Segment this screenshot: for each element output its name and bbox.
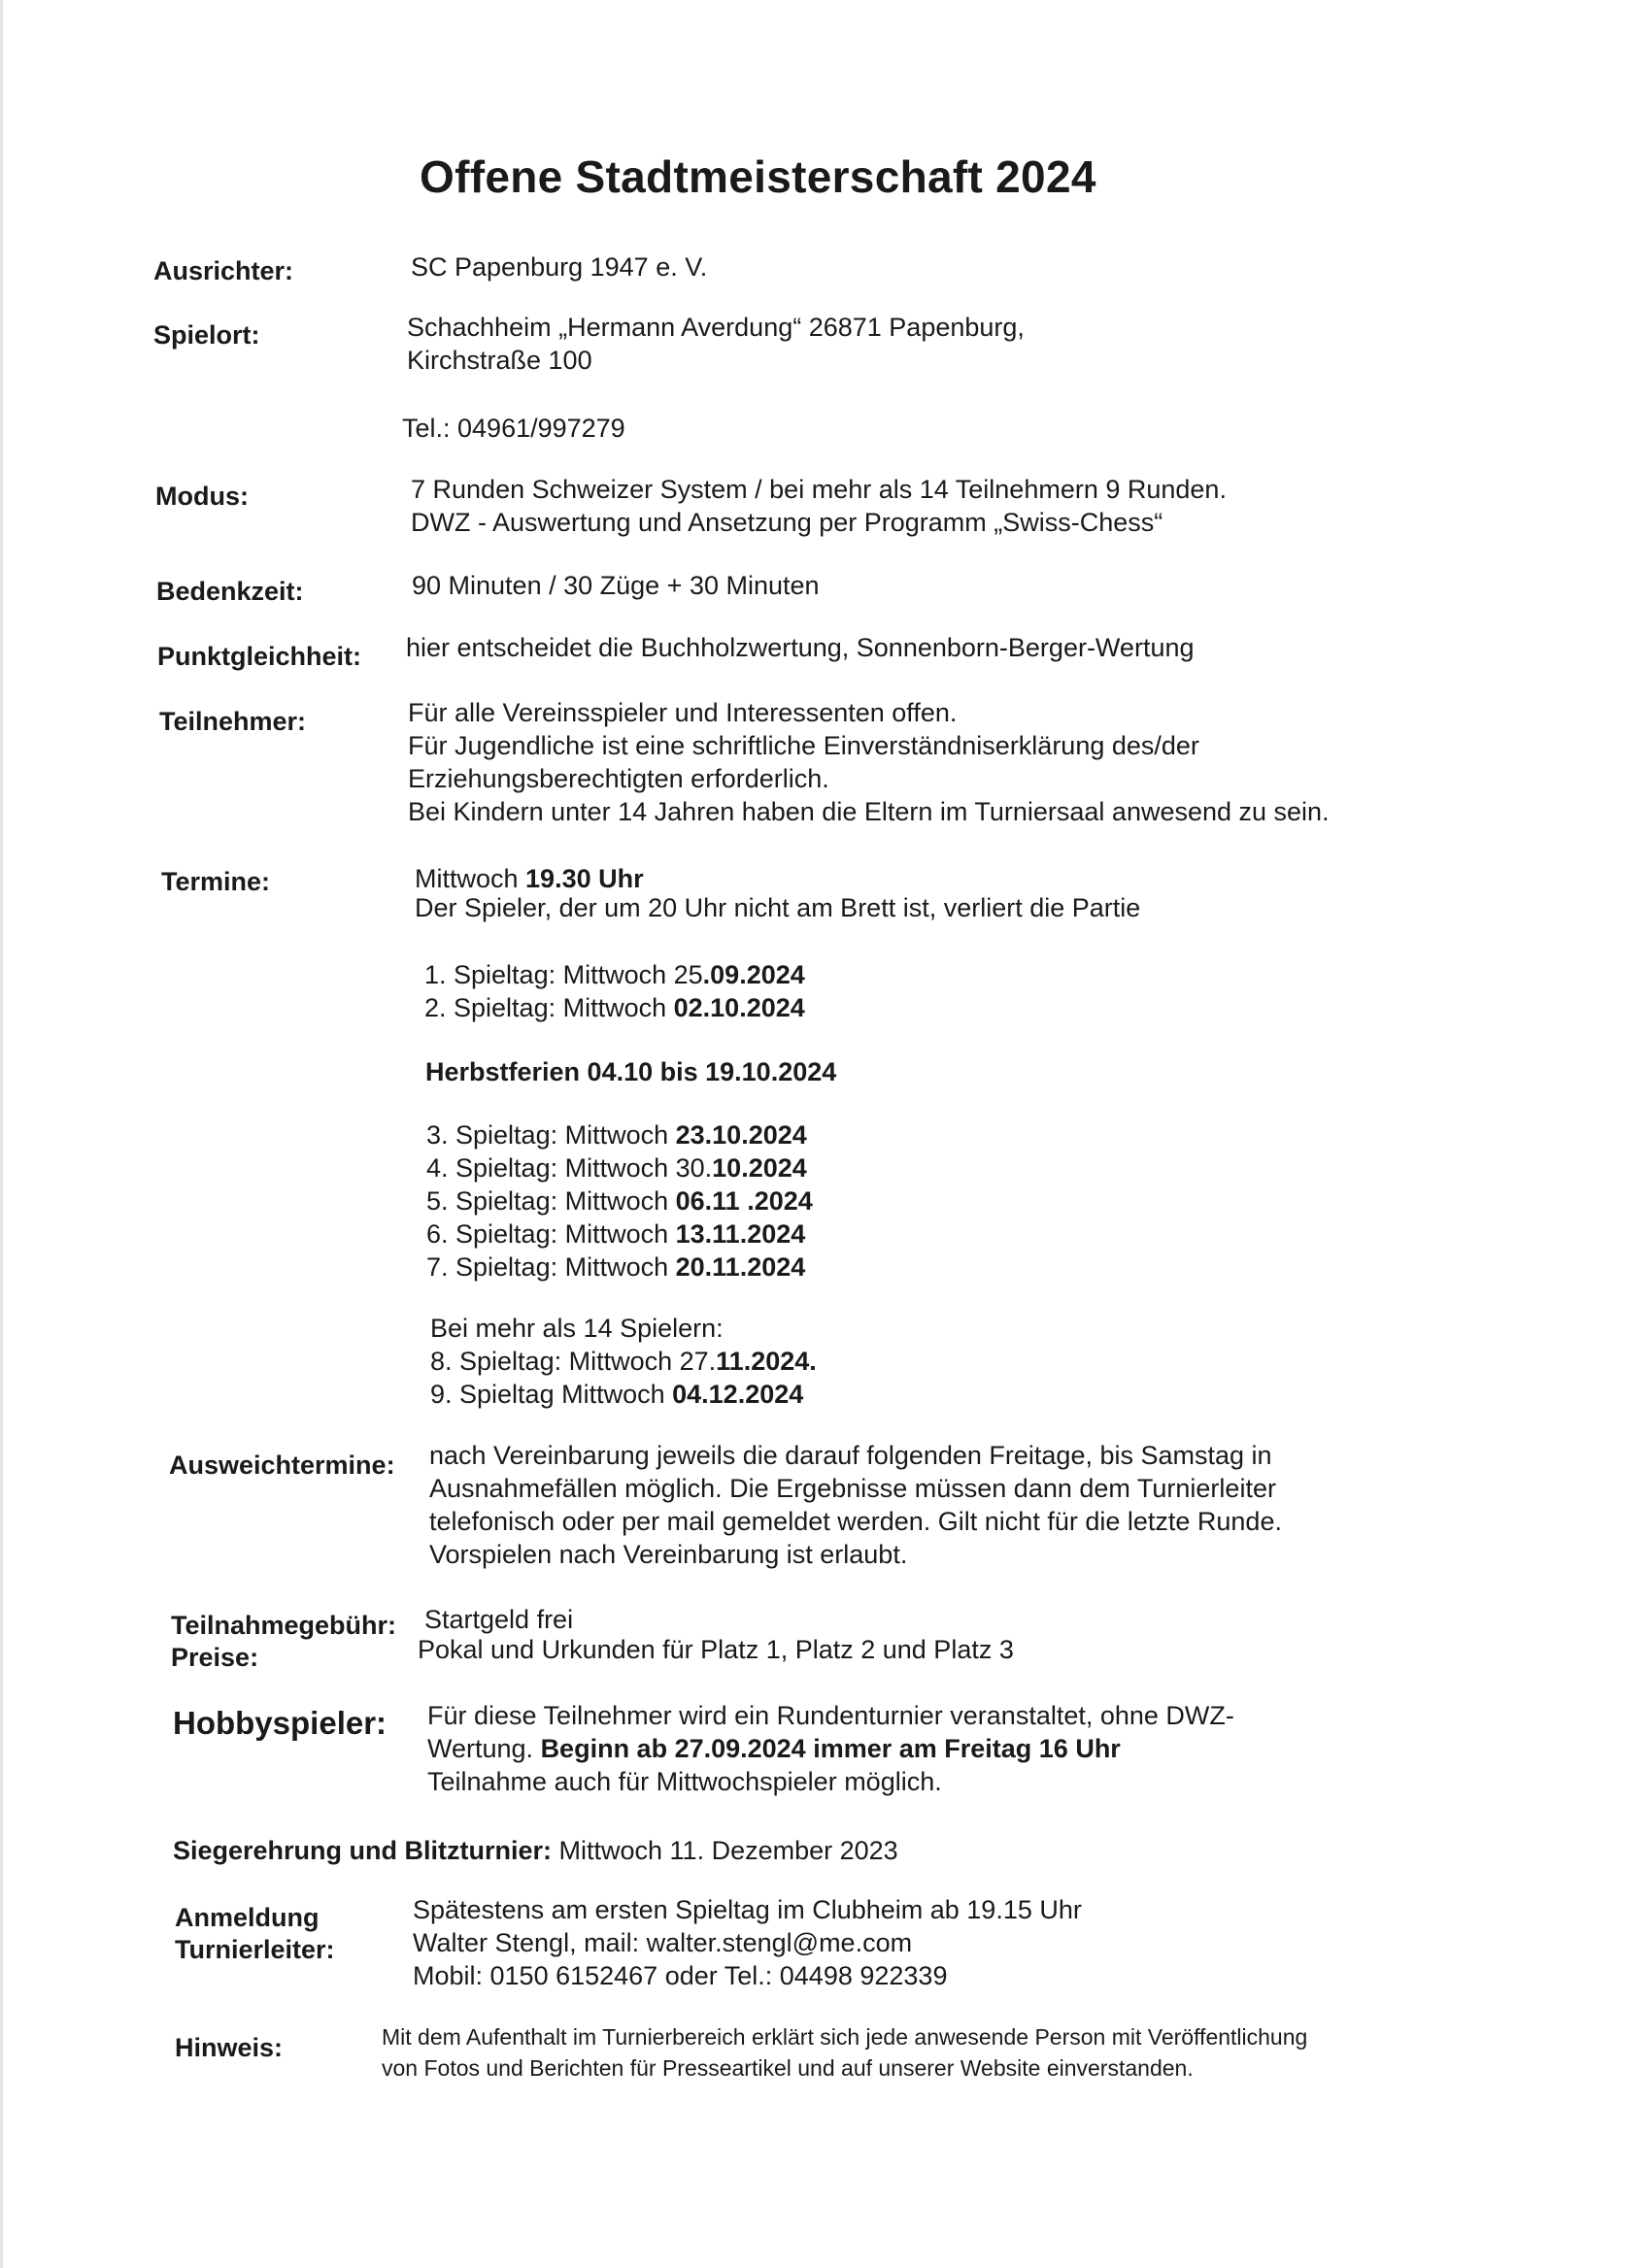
scan-edge — [0, 0, 3, 2268]
label-anmeldung: Anmeldung — [175, 1903, 320, 1932]
ausweich-line: nach Vereinbarung jeweils die darauf folgenden Freitage, bis Samstag in — [429, 1441, 1272, 1470]
value-tel: Tel.: 04961/997279 — [402, 414, 625, 443]
label-preise: Preise: — [171, 1643, 259, 1672]
spieltag-text: 8. Spieltag: Mittwoch 27. — [430, 1347, 717, 1376]
label-bedenkzeit: Bedenkzeit: — [156, 577, 304, 606]
teilnehmer-line: Erziehungsberechtigten erforderlich. — [408, 764, 829, 793]
spieltag-text: 7. Spieltag: Mittwoch — [426, 1252, 676, 1282]
spieltag-entry — [424, 991, 805, 1024]
spieltage-block-2 — [426, 1118, 813, 1284]
extra-rounds-note: Bei mehr als 14 Spielern: — [430, 1314, 724, 1343]
spieltag-text: 2. Spieltag: Mittwoch — [424, 993, 674, 1022]
teilnehmer-line: Für Jugendliche ist eine schriftliche Einverständniserklärung des/der — [408, 731, 1199, 760]
hobby-line: Für diese Teilnehmer wird ein Rundenturnier veranstaltet, ohne DWZ- — [427, 1701, 1234, 1730]
hinweis-line: Mit dem Aufenthalt im Turnierbereich erklärt sich jede anwesende Person mit Veröffentlichung — [382, 2024, 1308, 2050]
label-modus: Modus: — [155, 482, 249, 511]
value-siegerehrung: Mittwoch 11. Dezember 2023 — [552, 1836, 898, 1865]
spieltag-text: 4. Spieltag: Mittwoch 30. — [426, 1153, 713, 1183]
spieltag-entry — [426, 1217, 813, 1251]
spieltag-text: 1. Spieltag: Mittwoch 25 — [424, 960, 703, 989]
teilnehmer-line: Für alle Vereinsspieler und Interessenten offen. — [408, 698, 958, 727]
label-punktgleichheit: Punktgleichheit: — [157, 642, 362, 671]
spieltag-text: 6. Spieltag: Mittwoch — [426, 1219, 676, 1249]
spieltag-entry — [426, 1184, 813, 1217]
siegerehrung-line — [173, 1834, 898, 1867]
herbstferien-note: Herbstferien 04.10 bis 19.10.2024 — [425, 1057, 837, 1086]
label-termine: Termine: — [161, 867, 271, 896]
ausweich-line: telefonisch oder per mail gemeldet werden. Gilt nicht für die letzte Runde. — [429, 1507, 1282, 1536]
spieltag-text: 9. Spieltag Mittwoch — [430, 1380, 673, 1409]
spieltag-entry — [426, 1151, 813, 1184]
value-hinweis — [382, 2021, 1307, 2084]
ausweich-line: Vorspielen nach Vereinbarung ist erlaubt. — [429, 1540, 908, 1569]
termine-time-prefix: Mittwoch — [415, 864, 526, 893]
value-preise: Pokal und Urkunden für Platz 1, Platz 2 und Platz 3 — [418, 1635, 1014, 1664]
value-ausweichtermine — [429, 1439, 1282, 1571]
spieltag-date: 13.11.2024 — [675, 1219, 806, 1249]
spieltag-date: 23.10.2024 — [675, 1120, 807, 1150]
label-ausweichtermine: Ausweichtermine: — [169, 1451, 395, 1480]
value-modus — [411, 473, 1227, 539]
label-hinweis: Hinweis: — [175, 2033, 284, 2062]
value-teilnahmegebuehr: Startgeld frei — [424, 1605, 574, 1634]
hobby-line-bold: Beginn ab 27.09.2024 immer am Freitag 16 Uhr — [540, 1734, 1121, 1763]
modus-line: DWZ - Auswertung und Ansetzung per Programm „Swiss-Chess“ — [411, 508, 1163, 537]
spieltag-text: 5. Spieltag: Mittwoch — [426, 1186, 676, 1216]
spieltag-entry — [430, 1345, 817, 1378]
value-turnierleiter — [413, 1926, 947, 1992]
label-spielort: Spielort: — [153, 320, 260, 350]
termine-time-bold: 19.30 Uhr — [525, 864, 644, 893]
hobby-line: Teilnahme auch für Mittwochspieler möglich. — [427, 1767, 942, 1796]
hinweis-line: von Fotos und Berichten für Presseartikel und auf unserer Website einverstanden. — [382, 2055, 1194, 2081]
spieltag-date: 02.10.2024 — [673, 993, 805, 1022]
spieltag-date: 11.2024. — [716, 1347, 817, 1376]
label-hobbyspieler: Hobbyspieler: — [173, 1705, 387, 1741]
label-teilnehmer: Teilnehmer: — [159, 707, 307, 736]
value-bedenkzeit: 90 Minuten / 30 Züge + 30 Minuten — [412, 571, 820, 600]
spieltag-entry — [430, 1378, 817, 1411]
value-hobbyspieler — [427, 1699, 1234, 1798]
label-turnierleiter-text: Turnierleiter: — [175, 1935, 335, 1964]
extra-rounds-block — [430, 1312, 817, 1411]
hobby-line — [427, 1732, 1234, 1765]
spieltag-date: 10.2024 — [712, 1153, 807, 1183]
spieltage-block-1 — [424, 958, 805, 1024]
modus-line: 7 Runden Schweizer System / bei mehr als 14 Teilnehmern 9 Runden. — [411, 475, 1227, 504]
label-turnierleiter — [175, 1935, 335, 1965]
value-ausrichter: SC Papenburg 1947 e. V. — [411, 252, 708, 282]
spieltag-date: .09.2024 — [702, 960, 805, 989]
spieltag-date: 06.11 .2024 — [675, 1186, 813, 1216]
teilnehmer-line: Bei Kindern unter 14 Jahren haben die Eltern im Turniersaal anwesend zu sein. — [408, 797, 1330, 826]
value-spielort — [407, 311, 1025, 377]
hobby-line-pre: Wertung. — [427, 1734, 541, 1763]
value-anmeldung: Spätestens am ersten Spieltag im Clubheim ab 19.15 Uhr — [413, 1895, 1082, 1924]
label-ausrichter: Ausrichter: — [153, 256, 294, 285]
spieltag-entry — [426, 1251, 813, 1284]
termine-rule: Der Spieler, der um 20 Uhr nicht am Brett ist, verliert die Partie — [415, 893, 1141, 922]
spieltag-date: 04.12.2024 — [672, 1380, 804, 1409]
ausweich-line: Ausnahmefällen möglich. Die Ergebnisse müssen dann dem Turnierleiter — [429, 1474, 1276, 1503]
value-punktgleichheit: hier entscheidet die Buchholzwertung, Sonnenborn-Berger-Wertung — [406, 633, 1195, 662]
label-teilnahmegebuehr: Teilnahmegebühr: — [171, 1611, 397, 1640]
turnierleiter-line: Mobil: 0150 6152467 oder Tel.: 04498 922339 — [413, 1961, 948, 1990]
spieltag-date: 20.11.2024 — [675, 1252, 806, 1282]
value-teilnehmer — [408, 696, 1330, 828]
spieltag-entry — [426, 1118, 813, 1151]
spieltag-entry — [424, 958, 805, 991]
document-title: Offene Stadtmeisterschaft 2024 — [420, 151, 1096, 202]
turnierleiter-line: Walter Stengl, mail: walter.stengl@me.com — [413, 1928, 913, 1957]
spieltag-text: 3. Spieltag: Mittwoch — [426, 1120, 676, 1150]
spielort-line: Schachheim „Hermann Averdung“ 26871 Papenburg, — [407, 313, 1025, 342]
termine-time — [415, 862, 644, 895]
spielort-line: Kirchstraße 100 — [407, 346, 592, 375]
label-siegerehrung: Siegerehrung und Blitzturnier: — [173, 1836, 553, 1865]
